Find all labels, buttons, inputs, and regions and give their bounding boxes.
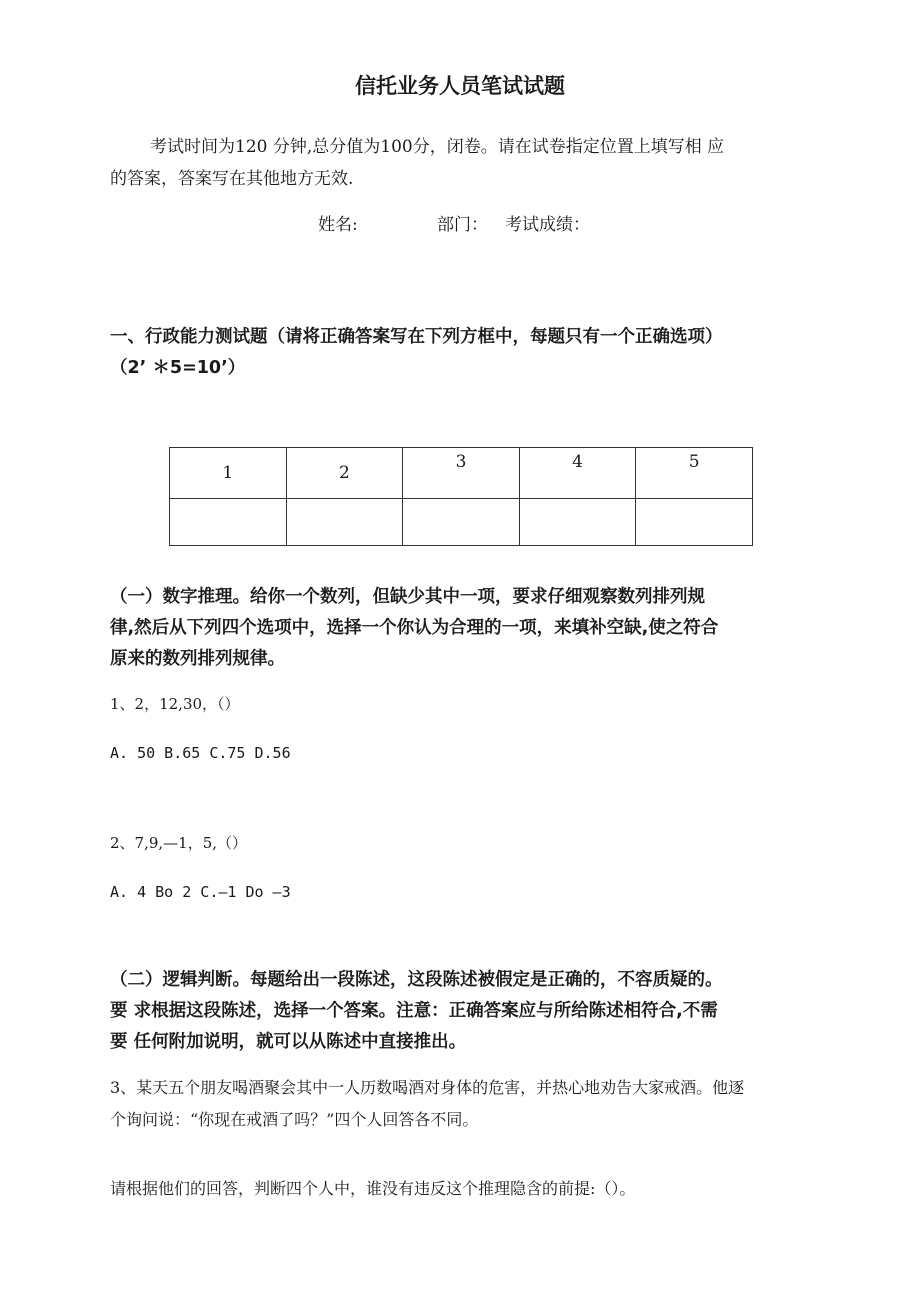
answer-table-header: 3 bbox=[403, 448, 520, 499]
name-field-label: 姓名: bbox=[318, 215, 358, 235]
question-3-line-1: 3、某天五个朋友喝酒聚会其中一人历数喝酒对身体的危害，并热心地劝告大家戒酒。他逐 bbox=[110, 1078, 745, 1097]
question-2: 2、7,9,—1，5,（） bbox=[110, 834, 248, 852]
part2-heading-line: 要 任何附加说明，就可以从陈述中直接推出。 bbox=[110, 1032, 467, 1052]
section1-heading: 一、行政能力测试题（请将正确答案写在下列方框中，每题只有一个正确选项） bbox=[110, 327, 723, 347]
part1-heading-line: （一）数字推理。给你一个数列，但缺少其中一项，要求仔细观察数列排列规 bbox=[110, 587, 705, 607]
answer-cell[interactable] bbox=[636, 499, 753, 546]
question-3-line-2: 个询问说：“你现在戒酒了吗？”四个人回答各不同。 bbox=[110, 1110, 479, 1129]
answer-cell[interactable] bbox=[286, 499, 403, 546]
part1-heading-line: 原来的数列排列规律。 bbox=[110, 649, 285, 669]
answer-table-header: 1 bbox=[170, 448, 287, 499]
question-3-prompt: 请根据他们的回答，判断四个人中，谁没有违反这个推理隐含的前提:（）。 bbox=[110, 1179, 636, 1198]
answer-cell[interactable] bbox=[403, 499, 520, 546]
section1-score-note: （2’ ＊5=10’） bbox=[110, 358, 246, 378]
part1-heading-line: 律,然后从下列四个选项中，选择一个你认为合理的一项，来填补空缺,使之符合 bbox=[110, 618, 719, 638]
intro-line-1: 考试时间为120 分钟,总分值为100分，闭卷。请在试卷指定位置上填写相 应 bbox=[150, 137, 725, 157]
part2-heading-line: （二）逻辑判断。每题给出一段陈述，这段陈述被假定是正确的，不容质疑的。 bbox=[110, 970, 723, 990]
answer-cell[interactable] bbox=[519, 499, 636, 546]
answer-table-header: 2 bbox=[286, 448, 403, 499]
answer-table-header: 4 bbox=[519, 448, 636, 499]
question-1: 1、2，12,30，（） bbox=[110, 695, 240, 713]
intro-line-2: 的答案，答案写在其他地方无效. bbox=[110, 169, 354, 189]
question-1-options: A. 50 B.65 C.75 D.56 bbox=[110, 744, 291, 762]
answer-table bbox=[169, 447, 753, 546]
answer-table-header: 5 bbox=[636, 448, 753, 499]
question-2-options: A. 4 Bo 2 C.—1 Do —3 bbox=[110, 883, 291, 901]
part2-heading-line: 要 求根据这段陈述，选择一个答案。注意：正确答案应与所给陈述相符合,不需 bbox=[110, 1001, 718, 1021]
answer-cell[interactable] bbox=[170, 499, 287, 546]
page-title: 信托业务人员笔试试题 bbox=[355, 74, 565, 98]
score-field-label: 考试成绩： bbox=[505, 215, 590, 235]
department-field-label: 部门： bbox=[437, 215, 488, 235]
